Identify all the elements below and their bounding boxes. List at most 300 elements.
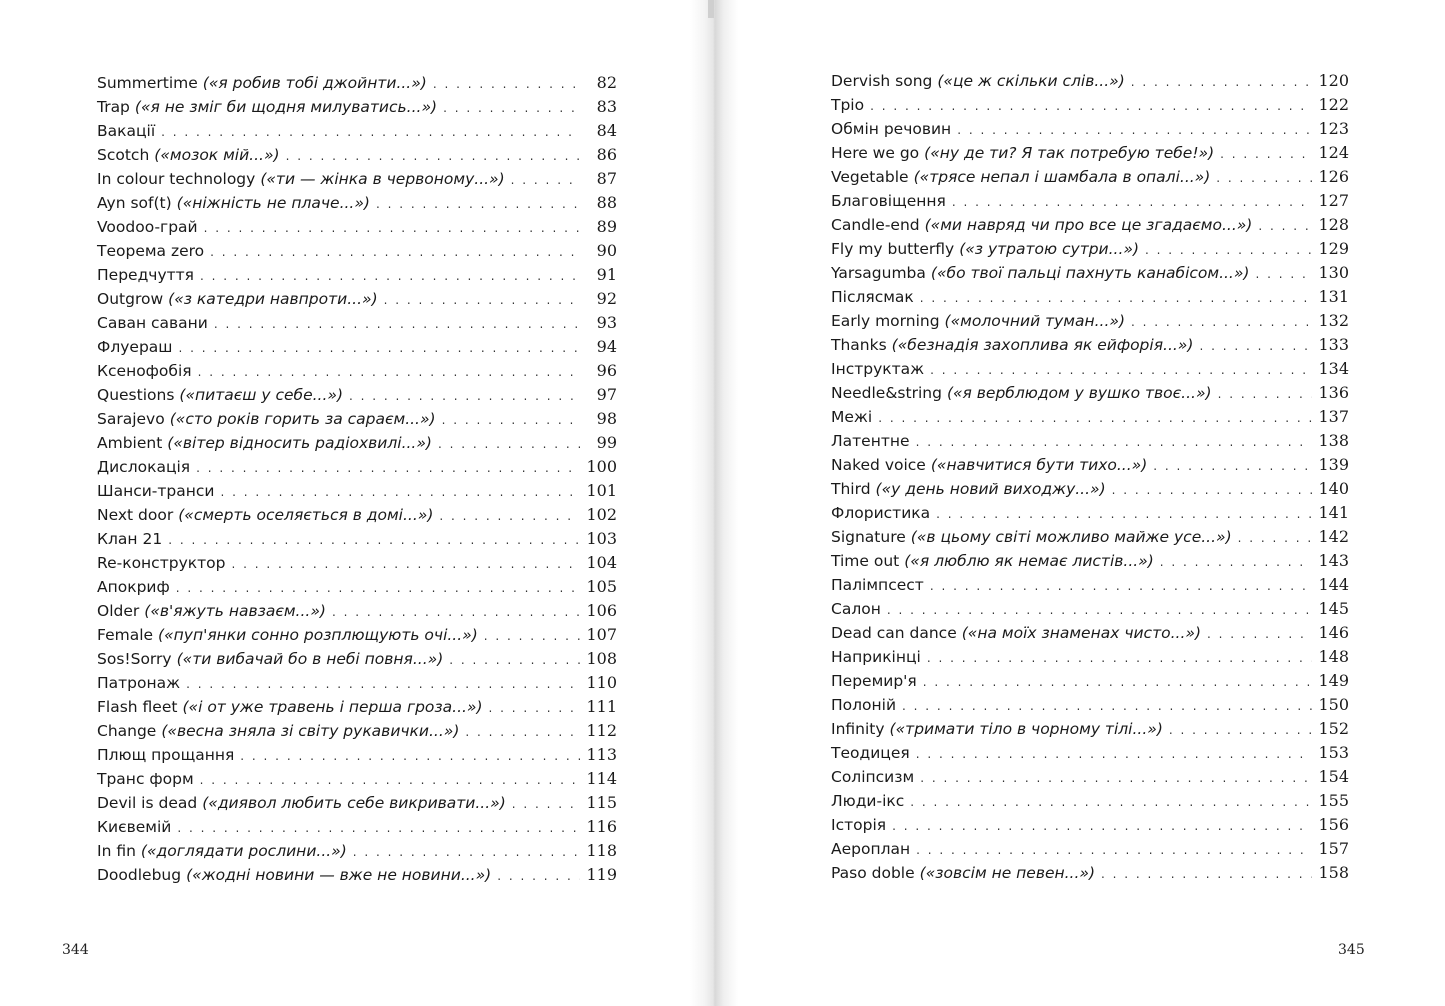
toc-entry-page-number: 88 [596,193,617,212]
toc-entry [831,741,1349,765]
toc-entry-title: Naked voice [831,456,926,474]
toc-entry-title: Салон [831,600,881,618]
toc-entry [831,693,1349,717]
dot-leader [920,766,1312,790]
toc-entry [831,285,1349,309]
toc-entry-page-number: 145 [1318,599,1349,618]
toc-entry-page-number: 146 [1318,623,1349,642]
dot-leader [497,864,580,888]
toc-entry [97,623,617,647]
toc-entry-subtitle: («вітер відносить радіохвилі...») [167,434,432,452]
toc-entry-page-number: 101 [586,481,617,500]
toc-entry-subtitle: («бо твої пальці пахнуть канабісом...») [930,264,1250,282]
toc-entry-page-number: 156 [1318,815,1349,834]
toc-entry [97,311,617,335]
toc-entry-title: Полоній [831,696,897,714]
toc-entry-page-number: 87 [596,169,617,188]
toc-entry [97,239,617,263]
toc-entry-subtitle: («з катедри навпроти...») [168,290,378,308]
toc-entry [831,333,1349,357]
toc-entry-page-number: 127 [1318,191,1349,210]
toc-entry-subtitle: («ми навряд чи про все це згадаємо...») [924,216,1253,234]
toc-entry-subtitle: («це ж скільки слів...») [937,72,1125,90]
toc-entry [831,789,1349,813]
dot-leader [176,576,580,600]
toc-entry-title: Наприкінці [831,648,921,666]
toc-entry-title: Scotch [97,146,150,164]
dot-leader [957,118,1312,142]
toc-entry-page-number: 122 [1318,95,1349,114]
toc-entry-subtitle: («на моїх знаменах чисто...») [961,624,1201,642]
toc-entry [97,575,617,599]
toc-entry-title: Вакації [97,122,156,140]
dot-leader [1207,622,1312,646]
dot-leader [168,528,580,552]
dot-leader [887,598,1312,622]
dot-leader [952,190,1312,214]
toc-entry-title: Соліпсизм [831,768,915,786]
toc-entry-title: Dervish song [831,72,933,90]
toc-entry-title: Yarsagumba [831,264,926,282]
toc-entry [831,93,1349,117]
toc-entry-title: Флористика [831,504,931,522]
gutter-mark [708,0,714,18]
toc-entry-subtitle: («тримати тіло в чорному тілі...») [889,720,1163,738]
toc-entry [97,215,617,239]
toc-entry-page-number: 103 [586,529,617,548]
dot-leader [916,838,1312,862]
dot-leader [433,72,580,96]
toc-entry-page-number: 96 [596,361,617,380]
toc-entry-title: Re-конструктор [97,554,226,572]
toc-entry-title: Female [97,626,154,644]
toc-entry [831,141,1349,165]
toc-entry [831,525,1349,549]
dot-leader [442,408,580,432]
toc-entry-subtitle: («смерть оселяється в домі...») [178,506,434,524]
toc-entry [97,599,617,623]
toc-entry-page-number: 132 [1318,311,1349,330]
toc-entry-page-number: 92 [596,289,617,308]
toc-entry-subtitle: («зовсім не певен...») [919,864,1096,882]
dot-leader [353,840,580,864]
toc-entry [97,143,617,167]
toc-entry [831,765,1349,789]
toc-entry-page-number: 82 [596,73,617,92]
toc-entry-page-number: 144 [1318,575,1349,594]
toc-entry [97,695,617,719]
dot-leader [178,336,580,360]
toc-entry-page-number: 107 [586,625,617,644]
dot-leader [332,600,580,624]
toc-entry [831,261,1349,285]
toc-entry-title: Межі [831,408,873,426]
toc-entry-title: Плющ прощання [97,746,235,764]
toc-entry-subtitle: («ти — жінка в червоному...») [260,170,505,188]
toc-entry-subtitle: («жодні новини — вже не новини...») [186,866,492,884]
toc-entry-page-number: 93 [596,313,617,332]
page-number-left: 344 [62,942,89,958]
toc-entry-title: Патронаж [97,674,181,692]
dot-leader [221,480,581,504]
toc-entry-subtitle: («я не зміг би щодня милуватись...») [134,98,438,116]
toc-entry-page-number: 133 [1318,335,1349,354]
toc-entry-page-number: 124 [1318,143,1349,162]
toc-entry [97,479,617,503]
toc-entry [97,719,617,743]
toc-entry-page-number: 89 [596,217,617,236]
dot-leader [1131,310,1312,334]
toc-entry [831,477,1349,501]
toc-entry [831,501,1349,525]
toc-entry-page-number: 120 [1318,71,1349,90]
dot-leader [511,168,580,192]
toc-entry-page-number: 137 [1318,407,1349,426]
dot-leader [231,552,580,576]
toc-entry-subtitle: («в цьому світі можливо майже усе...») [910,528,1232,546]
toc-entry [97,551,617,575]
dot-leader [200,768,580,792]
toc-entry-title: Палімпсест [831,576,924,594]
toc-entry-page-number: 150 [1318,695,1349,714]
toc-entry-subtitle: («мозок мій...») [154,146,280,164]
toc-entry-subtitle: («з утратою сутри...») [959,240,1140,258]
toc-entry-title: Flash fleet [97,698,178,716]
toc-entry-page-number: 98 [596,409,617,428]
toc-entry [831,645,1349,669]
dot-leader [198,360,580,384]
toc-entry [831,453,1349,477]
toc-entry-page-number: 155 [1318,791,1349,810]
toc-entry-subtitle: («молочний туман...») [944,312,1126,330]
toc-entry-title: Signature [831,528,906,546]
dot-leader [1258,214,1312,238]
toc-entry-subtitle: («ніжність не плаче...») [176,194,370,212]
toc-entry-page-number: 90 [596,241,617,260]
toc-entry [97,263,617,287]
toc-entry-subtitle: («ти вибачай бо в небі повня...») [176,650,444,668]
toc-entry-subtitle: («я верблюдом у вушко твоє...») [946,384,1212,402]
toc-entry [831,573,1349,597]
dot-leader [1199,334,1312,358]
toc-entry-subtitle: («у день новий виходжу...») [875,480,1106,498]
toc-entry-page-number: 136 [1318,383,1349,402]
toc-entry [97,167,617,191]
toc-entry-title: Needle&string [831,384,942,402]
toc-entry-page-number: 114 [586,769,617,788]
toc-entry-page-number: 84 [596,121,617,140]
toc-entry-page-number: 102 [586,505,617,524]
toc-entry-page-number: 148 [1318,647,1349,666]
dot-leader [878,406,1312,430]
toc-entry [97,839,617,863]
toc-entry-title: Києвемій [97,818,172,836]
toc-entry [831,69,1349,93]
toc-entry-page-number: 111 [586,697,617,716]
dot-leader [916,742,1312,766]
toc-entry-title: Candle-end [831,216,920,234]
toc-entry [831,429,1349,453]
toc-entry-title: In colour technology [97,170,256,188]
toc-entry-page-number: 131 [1318,287,1349,306]
toc-entry-page-number: 108 [586,649,617,668]
toc-entry-page-number: 106 [586,601,617,620]
dot-leader [1218,382,1312,406]
toc-entry [831,165,1349,189]
toc-entry-page-number: 113 [586,745,617,764]
toc-entry-title: Благовіщення [831,192,946,210]
toc-entry-title: Questions [97,386,175,404]
toc-entry-title: Next door [97,506,174,524]
dot-leader [920,286,1312,310]
toc-entry-subtitle: («доглядати рослини...») [140,842,347,860]
dot-leader [196,456,580,480]
toc-entry-page-number: 134 [1318,359,1349,378]
toc-entry [831,813,1349,837]
toc-entry-title: Післясмак [831,288,914,306]
toc-entry-page-number: 138 [1318,431,1349,450]
toc-entry [97,95,617,119]
toc-entry [97,359,617,383]
toc-entry-subtitle: («в'яжуть навзаєм...») [144,602,326,620]
dot-leader [1101,862,1312,886]
toc-entry [831,837,1349,861]
toc-entry-page-number: 119 [586,865,617,884]
toc-entry [97,743,617,767]
toc-entry-page-number: 100 [586,457,617,476]
toc-list-right [831,69,1349,885]
toc-entry [97,527,617,551]
toc-entry-page-number: 152 [1318,719,1349,738]
page-number-right: 345 [1338,942,1365,958]
dot-leader [1145,238,1312,262]
toc-entry-title: Devil is dead [97,794,198,812]
toc-entry-title: In fin [97,842,136,860]
dot-leader [286,144,580,168]
toc-entry-page-number: 83 [596,97,617,116]
toc-entry [97,863,617,887]
dot-leader [1153,454,1312,478]
dot-leader [1112,478,1312,502]
dot-leader [1255,262,1312,286]
dot-leader [384,288,580,312]
dot-leader [210,240,580,264]
toc-entry-subtitle: («трясе непал і шамбала в опалі...») [913,168,1211,186]
dot-leader [916,430,1312,454]
toc-entry-title: Транс форм [97,770,194,788]
toc-entry-page-number: 115 [586,793,617,812]
toc-entry-page-number: 112 [586,721,617,740]
toc-entry [97,119,617,143]
toc-entry-subtitle: («я робив тобі джойнти...») [202,74,427,92]
toc-entry-subtitle: («пуп'янки сонно розплющують очі...») [158,626,478,644]
toc-entry-title: Early morning [831,312,940,330]
toc-entry-title: Латентне [831,432,910,450]
toc-entry [97,671,617,695]
toc-entry-title: Обмін речовин [831,120,952,138]
toc-entry-title: Third [831,480,871,498]
toc-entry-page-number: 158 [1318,863,1349,882]
dot-leader [927,646,1312,670]
dot-leader [186,672,580,696]
toc-entry-page-number: 99 [596,433,617,452]
dot-leader [484,624,580,648]
toc-entry [831,381,1349,405]
toc-entry-title: Теодицея [831,744,910,762]
toc-entry-title: Time out [831,552,900,570]
toc-entry-title: Dead can dance [831,624,957,642]
toc-entry [831,861,1349,885]
dot-leader [910,790,1312,814]
toc-entry [97,335,617,359]
toc-entry-subtitle: («питаєш у себе...») [179,386,344,404]
toc-entry-title: Outgrow [97,290,164,308]
toc-entry-title: Summertime [97,74,198,92]
toc-entry-subtitle: («ну де ти? Я так потребую тебе!») [924,144,1215,162]
toc-entry-page-number: 94 [596,337,617,356]
dot-leader [204,216,580,240]
toc-entry-title: Voodoo-грай [97,218,198,236]
dot-leader [177,816,580,840]
dot-leader [1238,526,1312,550]
dot-leader [489,696,580,720]
toc-entry-title: Шанси-транси [97,482,215,500]
toc-entry [831,717,1349,741]
toc-entry-page-number: 139 [1318,455,1349,474]
toc-entry-subtitle: («я люблю як немає листів...») [904,552,1154,570]
dot-leader [449,648,580,672]
toc-entry-title: Older [97,602,140,620]
toc-entry-page-number: 110 [586,673,617,692]
toc-entry-title: Ксенофобія [97,362,192,380]
toc-entry [97,815,617,839]
dot-leader [438,432,580,456]
toc-entry-title: Doodlebug [97,866,182,884]
toc-entry-title: Trap [97,98,130,116]
book-gutter [690,0,738,1006]
toc-entry [831,117,1349,141]
toc-entry-title: Дислокація [97,458,191,476]
toc-entry-title: Sos!Sorry [97,650,172,668]
toc-entry-title: Передчуття [97,266,194,284]
toc-entry [97,191,617,215]
dot-leader [1220,142,1312,166]
toc-entry [97,503,617,527]
toc-entry [831,405,1349,429]
dot-leader [1160,550,1312,574]
toc-entry-page-number: 104 [586,553,617,572]
dot-leader [870,94,1312,118]
dot-leader [200,264,580,288]
dot-leader [349,384,580,408]
toc-entry-page-number: 141 [1318,503,1349,522]
dot-leader [240,744,580,768]
toc-entry [831,549,1349,573]
dot-leader [930,358,1312,382]
toc-entry-page-number: 142 [1318,527,1349,546]
toc-entry-title: Fly my butterfly [831,240,955,258]
toc-entry-title: Here we go [831,144,920,162]
toc-entry [831,189,1349,213]
toc-entry-title: Sarajevo [97,410,165,428]
toc-entry-title: Апокриф [97,578,170,596]
toc-entry-page-number: 154 [1318,767,1349,786]
toc-entry-page-number: 91 [596,265,617,284]
dot-leader [439,504,580,528]
dot-leader [923,670,1312,694]
toc-entry [97,791,617,815]
toc-entry-title: Vegetable [831,168,909,186]
toc-entry-title: Аероплан [831,840,911,858]
toc-entry-page-number: 105 [586,577,617,596]
toc-entry [831,669,1349,693]
toc-entry-title: Paso doble [831,864,915,882]
toc-entry-page-number: 126 [1318,167,1349,186]
toc-entry-title: Клан 21 [97,530,163,548]
toc-entry [831,213,1349,237]
toc-entry [831,621,1349,645]
dot-leader [930,574,1312,598]
dot-leader [443,96,580,120]
dot-leader [214,312,580,336]
dot-leader [376,192,580,216]
toc-entry [97,287,617,311]
toc-entry-page-number: 116 [586,817,617,836]
toc-entry-title: Change [97,722,157,740]
toc-entry-page-number: 118 [586,841,617,860]
toc-list-left [97,71,617,887]
toc-entry-subtitle: («навчитися бути тихо...») [930,456,1148,474]
dot-leader [902,694,1312,718]
toc-entry-title: Флуераш [97,338,173,356]
toc-entry-page-number: 123 [1318,119,1349,138]
toc-entry [97,71,617,95]
toc-entry-page-number: 86 [596,145,617,164]
dot-leader [161,120,580,144]
toc-entry [97,431,617,455]
toc-entry-page-number: 149 [1318,671,1349,690]
dot-leader [1131,70,1312,94]
toc-entry-title: Infinity [831,720,885,738]
dot-leader [892,814,1312,838]
toc-entry [831,309,1349,333]
toc-entry-page-number: 130 [1318,263,1349,282]
toc-entry-page-number: 129 [1318,239,1349,258]
dot-leader [936,502,1312,526]
toc-entry [831,357,1349,381]
toc-entry [97,455,617,479]
toc-entry-subtitle: («і от уже травень і перша гроза...») [182,698,483,716]
toc-entry-title: Тріо [831,96,865,114]
toc-entry-title: Перемир'я [831,672,917,690]
toc-entry-title: Thanks [831,336,887,354]
dot-leader [1169,718,1312,742]
toc-entry-title: Ayn sof(t) [97,194,172,212]
toc-entry-title: Історія [831,816,887,834]
toc-entry-title: Люди-ікс [831,792,905,810]
toc-entry-title: Теорема zero [97,242,205,260]
toc-entry-page-number: 97 [596,385,617,404]
toc-entry-title: Інструктаж [831,360,925,378]
toc-entry-subtitle: («весна зняла зі світу рукавички...») [161,722,460,740]
toc-entry [97,767,617,791]
dot-leader [465,720,580,744]
toc-entry-page-number: 143 [1318,551,1349,570]
toc-entry-page-number: 128 [1318,215,1349,234]
toc-entry [97,647,617,671]
dot-leader [512,792,580,816]
toc-entry-page-number: 153 [1318,743,1349,762]
